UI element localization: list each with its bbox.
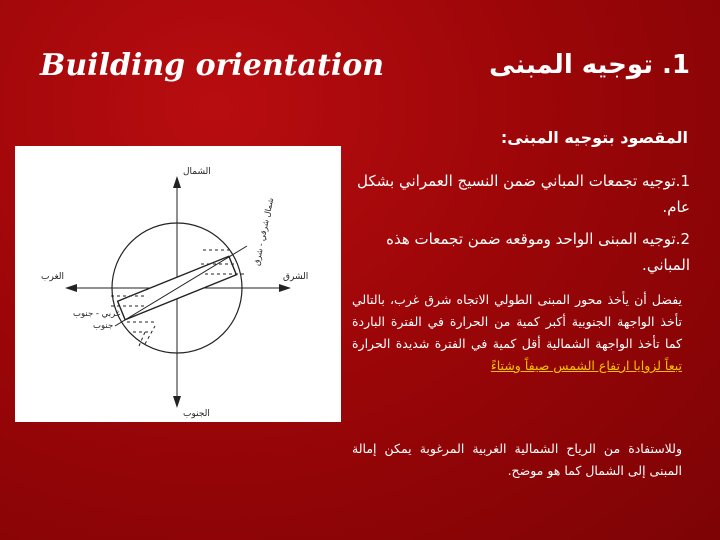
orientation-paragraph xyxy=(352,289,682,377)
south-arrow-icon xyxy=(173,396,181,408)
label-north: الشمال xyxy=(183,167,211,177)
label-northeast: شمال شرقي - شرق xyxy=(252,197,276,267)
label-west: الغرب xyxy=(41,272,65,282)
label-southwest-1: غربي - جنوب xyxy=(73,309,121,319)
paragraph-text: يفضل أن يأخذ محور المبنى الطولي الاتجاه شرق غرب، بالتالي تأخذ الواجهة الجنوبية أكبر كمية من الحرارة في الفترة الباردة كما تأخذ الواجهة الشمالية أقل كمية في الفترة شديدة الحرارة xyxy=(352,292,682,351)
west-arrow-icon xyxy=(65,284,77,292)
section-heading: المقصود بتوجيه المبنى: xyxy=(500,128,688,147)
orientation-diagram xyxy=(15,146,341,422)
title-english: Building orientation xyxy=(40,48,385,83)
list-item: 2.توجيه المبنى الواحد وموقعه ضمن تجمعات هذه المباني. xyxy=(386,230,690,274)
orientation-diagram-svg xyxy=(15,146,341,422)
wind-paragraph: وللاستفادة من الرياح الشمالية الغربية المرغوبة يمكن إمالة المبنى إلى الشمال كما هو موضح. xyxy=(352,441,682,478)
title-arabic: 1. توجيه المبنى xyxy=(489,50,690,80)
north-arrow-icon xyxy=(173,176,181,188)
label-southwest-2: جنوب xyxy=(93,321,114,331)
label-east: الشرق xyxy=(283,272,309,282)
list-item: 1.توجيه تجمعات المباني ضمن النسيج العمراني بشكل عام. xyxy=(357,172,690,216)
sun-angles-link[interactable]: تبعاً لزوايا ارتفاع الشمس صيفاً وشتاءً xyxy=(490,358,682,373)
label-south: الجنوب xyxy=(183,409,210,419)
building-axis-line xyxy=(115,246,247,326)
east-arrow-icon xyxy=(279,284,291,292)
